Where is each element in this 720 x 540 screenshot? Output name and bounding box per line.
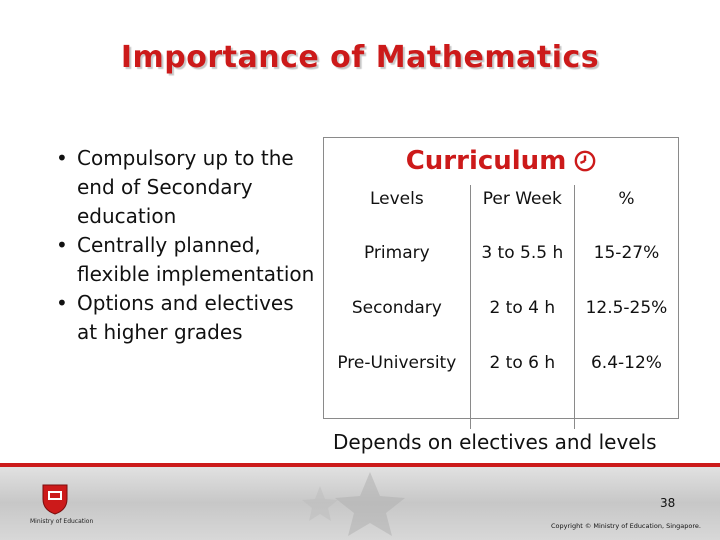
hours-cell: 3 to 5.5 h bbox=[470, 239, 574, 294]
percent-cell: 15-27% bbox=[574, 239, 678, 294]
percent-cell: 12.5-25% bbox=[574, 294, 678, 349]
table-header-row bbox=[324, 185, 678, 239]
curriculum-heading-label: Curriculum bbox=[405, 146, 567, 176]
star-watermark-icon bbox=[300, 466, 440, 540]
slide-title: Importance of Mathematics bbox=[120, 40, 600, 75]
level-cell: Secondary bbox=[351, 298, 442, 318]
footnote: Depends on electives and levels bbox=[333, 430, 657, 454]
column-header: Levels bbox=[369, 189, 424, 209]
hours-cell: 2 to 4 h bbox=[470, 294, 574, 349]
curriculum-table bbox=[324, 185, 678, 429]
bullet-item: • Compulsory up to the end of Secondary education bbox=[54, 144, 316, 231]
percent-cell: 6.4-12% bbox=[574, 349, 678, 429]
curriculum-heading bbox=[324, 146, 678, 176]
level-cell: Primary bbox=[363, 243, 430, 263]
column-header: Per Week bbox=[470, 185, 574, 239]
ministry-label: Ministry of Education bbox=[30, 518, 94, 525]
curriculum-panel bbox=[323, 137, 679, 419]
ministry-crest-icon bbox=[40, 481, 70, 515]
page-number: 38 bbox=[660, 496, 676, 510]
table-row bbox=[324, 349, 678, 429]
copyright-notice: Copyright © Ministry of Education, Singapore. bbox=[551, 522, 701, 530]
table-row bbox=[324, 239, 678, 294]
level-cell: Pre-University bbox=[337, 353, 457, 373]
bullet-list bbox=[54, 144, 316, 347]
bullet-item: • Centrally planned, flexible implementation bbox=[54, 231, 316, 289]
hours-cell: 2 to 6 h bbox=[470, 349, 574, 429]
bullet-item: • Options and electives at higher grades bbox=[54, 289, 316, 347]
table-row bbox=[324, 294, 678, 349]
clock-icon bbox=[574, 150, 596, 172]
column-header: % bbox=[574, 185, 678, 239]
